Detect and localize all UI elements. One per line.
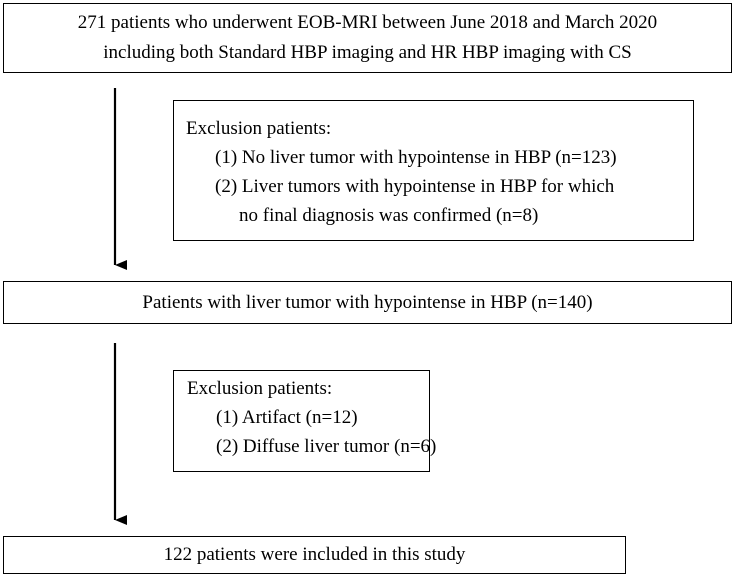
exclusion-2-title: Exclusion patients: (187, 378, 333, 399)
exclusion-1-item-2-continued: no final diagnosis was confirmed (n=8) (239, 205, 539, 226)
exclusion-box-1 (173, 100, 694, 241)
exclusion-box-2 (173, 370, 437, 472)
exclusion-2-item-1: (1) Artifact (n=12) (216, 407, 358, 428)
exclusion-1-item-1: (1) No liver tumor with hypointense in HBP (n=123) (215, 147, 617, 168)
exclusion-1-item-2: (2) Liver tumors with hypointense in HBP for which (215, 176, 615, 197)
intermediate-population-box (3, 281, 732, 324)
initial-population-line-1: 271 patients who underwent EOB-MRI between June 2018 and March 2020 (77, 12, 658, 33)
final-population-text: 122 patients were included in this study (163, 544, 466, 565)
intermediate-population-text: Patients with liver tumor with hypointense in HBP (n=140) (142, 291, 593, 313)
final-population-box (3, 536, 626, 574)
exclusion-2-item-2: (2) Diffuse liver tumor (n=6) (216, 436, 437, 457)
exclusion-1-title: Exclusion patients: (186, 118, 332, 139)
initial-population-box (3, 3, 732, 73)
initial-population-line-2: including both Standard HBP imaging and HR HBP imaging with CS (103, 42, 632, 63)
